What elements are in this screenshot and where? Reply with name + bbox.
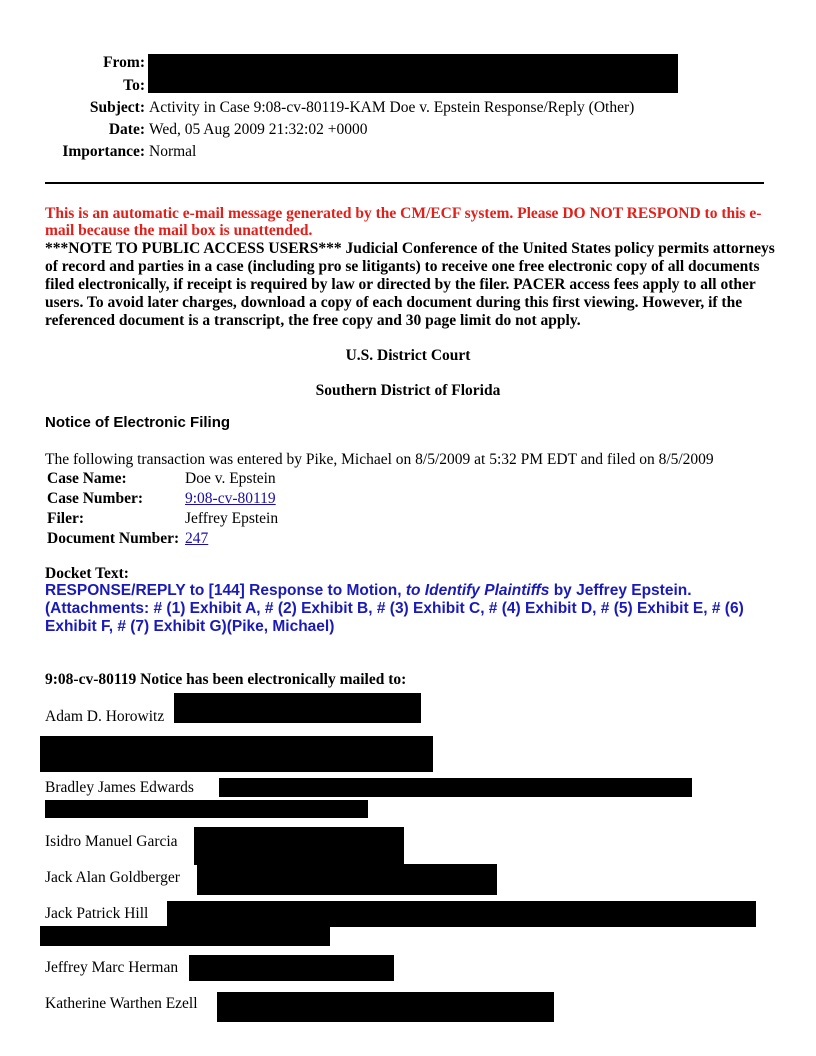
recipient-email-redaction bbox=[219, 778, 692, 797]
filer-label: Filer: bbox=[47, 510, 85, 527]
subject-value: Activity in Case 9:08-cv-80119-KAM Doe v. Epstein Response/Reply (Other) bbox=[149, 99, 635, 116]
recipient-email-redaction bbox=[40, 736, 433, 772]
recipient-email-redaction bbox=[194, 827, 404, 865]
recipient-email-redaction bbox=[45, 800, 368, 818]
docket-text-part1: RESPONSE/REPLY to [144] Response to Motion, bbox=[45, 582, 406, 599]
recipient-email-redaction bbox=[174, 693, 421, 723]
case-name-value: Doe v. Epstein bbox=[185, 470, 276, 487]
header-divider bbox=[45, 182, 764, 184]
document-number-link[interactable]: 247 bbox=[185, 530, 209, 547]
case-number-label: Case Number: bbox=[47, 490, 143, 507]
auto-message-warning: This is an automatic e-mail message generated by the CM/ECF system. Please DO NOT RESPOND to this e-mail because the mail box is unattended. bbox=[45, 205, 762, 239]
recipient-email-redaction bbox=[40, 926, 330, 946]
docket-text bbox=[45, 582, 780, 636]
nef-title: Notice of Electronic Filing bbox=[45, 414, 231, 431]
from-to-redaction bbox=[148, 54, 678, 93]
case-name-label: Case Name: bbox=[47, 470, 127, 487]
to-label: To: bbox=[123, 77, 145, 94]
transaction-line: The following transaction was entered by Pike, Michael on 8/5/2009 at 5:32 PM EDT and filed on 8/5/2009 bbox=[45, 451, 714, 468]
recipient-name: Isidro Manuel Garcia bbox=[45, 833, 178, 850]
recipient-name: Adam D. Horowitz bbox=[45, 708, 165, 725]
from-label: From: bbox=[103, 54, 145, 71]
court-district: Southern District of Florida bbox=[315, 382, 501, 399]
recipient-name: Katherine Warthen Ezell bbox=[45, 995, 198, 1012]
recipient-email-redaction bbox=[197, 864, 497, 895]
date-value: Wed, 05 Aug 2009 21:32:02 +0000 bbox=[149, 121, 368, 138]
mailed-heading: 9:08-cv-80119 Notice has been electronically mailed to: bbox=[45, 671, 407, 688]
court-name: U.S. District Court bbox=[345, 347, 471, 364]
recipient-email-redaction bbox=[217, 992, 554, 1022]
docket-text-label: Docket Text: bbox=[45, 565, 129, 582]
docket-text-italic: to Identify Plaintiffs bbox=[405, 582, 550, 599]
document-number-label: Document Number: bbox=[47, 530, 180, 547]
importance-value: Normal bbox=[149, 143, 197, 160]
filer-value: Jeffrey Epstein bbox=[185, 510, 279, 527]
recipient-name: Jack Patrick Hill bbox=[45, 905, 149, 922]
recipient-name: Jack Alan Goldberger bbox=[45, 869, 180, 886]
recipient-name: Jeffrey Marc Herman bbox=[45, 959, 179, 976]
recipient-email-redaction bbox=[167, 901, 756, 927]
importance-label: Importance: bbox=[62, 143, 145, 160]
public-access-note: ***NOTE TO PUBLIC ACCESS USERS*** Judicial Conference of the United States policy permits attorneys of record and parties in a case (including pro se litigants) to receive one free electronic copy of all documents filed electronically, if receipt is required by law or directed by the filer. PACER access fees apply to all other users. To avoid later charges, download a copy of each document during this first viewing. However, if the referenced document is a transcript, the free copy and 30 page limit do not apply. bbox=[45, 240, 775, 329]
docket-text-part2: by Jeffrey Epstein. (Attachments: # (1) Exhibit A, # (2) Exhibit B, # (3) Exhibit C, # (4) Exhibit D, # (5) Exhibit E, # (6) Exhibit F, # (7) Exhibit G)(Pike, Michael) bbox=[45, 582, 744, 635]
subject-label: Subject: bbox=[89, 99, 145, 116]
case-number-link[interactable]: 9:08-cv-80119 bbox=[185, 490, 276, 507]
recipient-email-redaction bbox=[189, 955, 394, 981]
date-label: Date: bbox=[108, 121, 145, 138]
recipient-name: Bradley James Edwards bbox=[45, 779, 194, 796]
